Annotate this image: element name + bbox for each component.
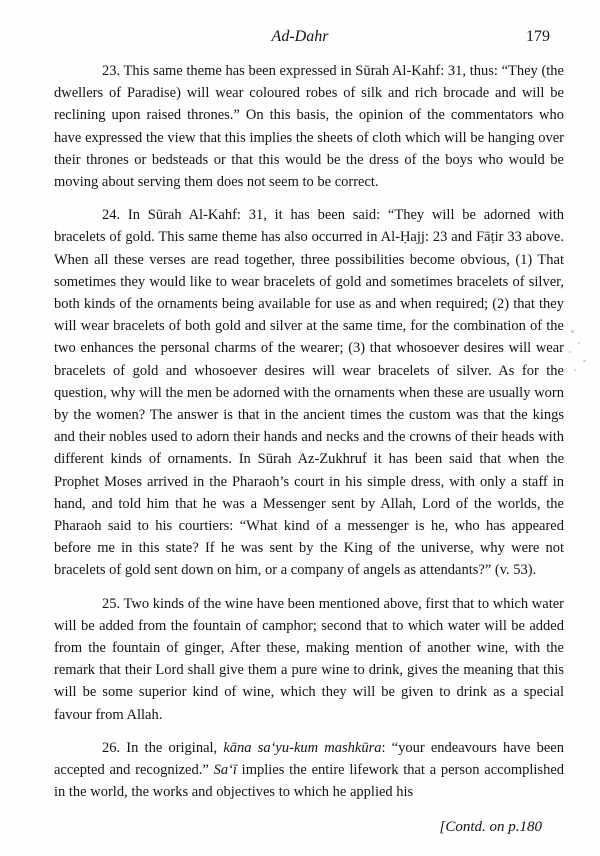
note-26-intro: 26. In the original, — [102, 739, 224, 756]
note-26-arabic-term: kāna sa‘yu-kum mashkūra — [223, 739, 382, 756]
print-speck — [574, 369, 576, 371]
note-25: 25. Two kinds of the wine have been mentioned above, first that to which water will be added from the fountain of camphor; second that to which water will be added from the fountain of ginger, After these, making mention of another wine, with the remark that their Lord shall give them a pure wine to drink, gives the meaning that this will be some superior kind of wine, which they will be given to drink as a special favour from Allah. — [54, 595, 564, 723]
running-header-title: Ad-Dahr — [271, 28, 329, 45]
note-24: 24. In Sūrah Al-Kahf: 31, it has been said: “They will be adorned with bracelets of gold. This same theme has also occurred in Al-Ḥajj: 23 and Fāṭir 33 above. When all these verses are read together, three possibilities become obvious, (1) That sometimes they would like to wear bracelets of gold and sometimes bracelets of silver, both kinds of the ornaments being available for use as and when required; (2) that they will wear bracelets of both gold and silver at the same time, for the combination of the two enhances the personal charms of the wearer; (3) that whosoever desires will wear bracelets of gold and whosoever desires will wear bracelets of silver. As for the question, why will the men be adorned with the ornaments when these are usually worn by the women? The answer is that in the ancient times the custom was that the kings and their nobles used to adorn their hands and necks and the crowns of their heads with different kinds of ornaments. In Sūrah Az-Zukhruf it has been said that when the Prophet Moses arrived in the Pharaoh’s court in his simple dress, with only a staff in hand, and told him that he was a Messenger sent by Allah, Lord of the worlds, the Pharaoh said to his courtiers: “What kind of a messenger is he, who has appeared before me in this state? If he was sent by the King of the universe, why were not bracelets of gold sent down on him, or a company of angels as attendants?” (v. 53). — [54, 207, 564, 579]
print-speck — [578, 342, 580, 344]
notes-body — [54, 60, 564, 814]
print-speck — [583, 360, 586, 362]
continued-on-note: [Contd. on p.180 — [439, 819, 542, 835]
note-26-translation: : “your endeavours have been accepted and recognized.” — [54, 739, 564, 779]
print-speck — [569, 351, 571, 353]
print-speck — [571, 330, 574, 333]
note-23: 23. This same theme has been expressed in Sūrah Al-Kahf: 31, thus: “They (the dwellers of Paradise) will wear coloured robes of silk and rich brocade and will be reclining upon raised thrones.” On this basis, the opinion of the commentators who have expressed the view that this implies the sheets of cloth which will be hanging over their thrones or bedsteads or that this would be the dress of the boys who would be moving about serving them does not seem to be correct. — [54, 63, 564, 191]
page-number: 179 — [526, 28, 550, 45]
note-26 — [54, 737, 564, 804]
note-26-sai-term: Sa‘ī — [213, 762, 237, 779]
note-26-rest: implies the entire lifework that a person accomplished in the world, the works and objectives to which he applied his — [54, 762, 565, 801]
